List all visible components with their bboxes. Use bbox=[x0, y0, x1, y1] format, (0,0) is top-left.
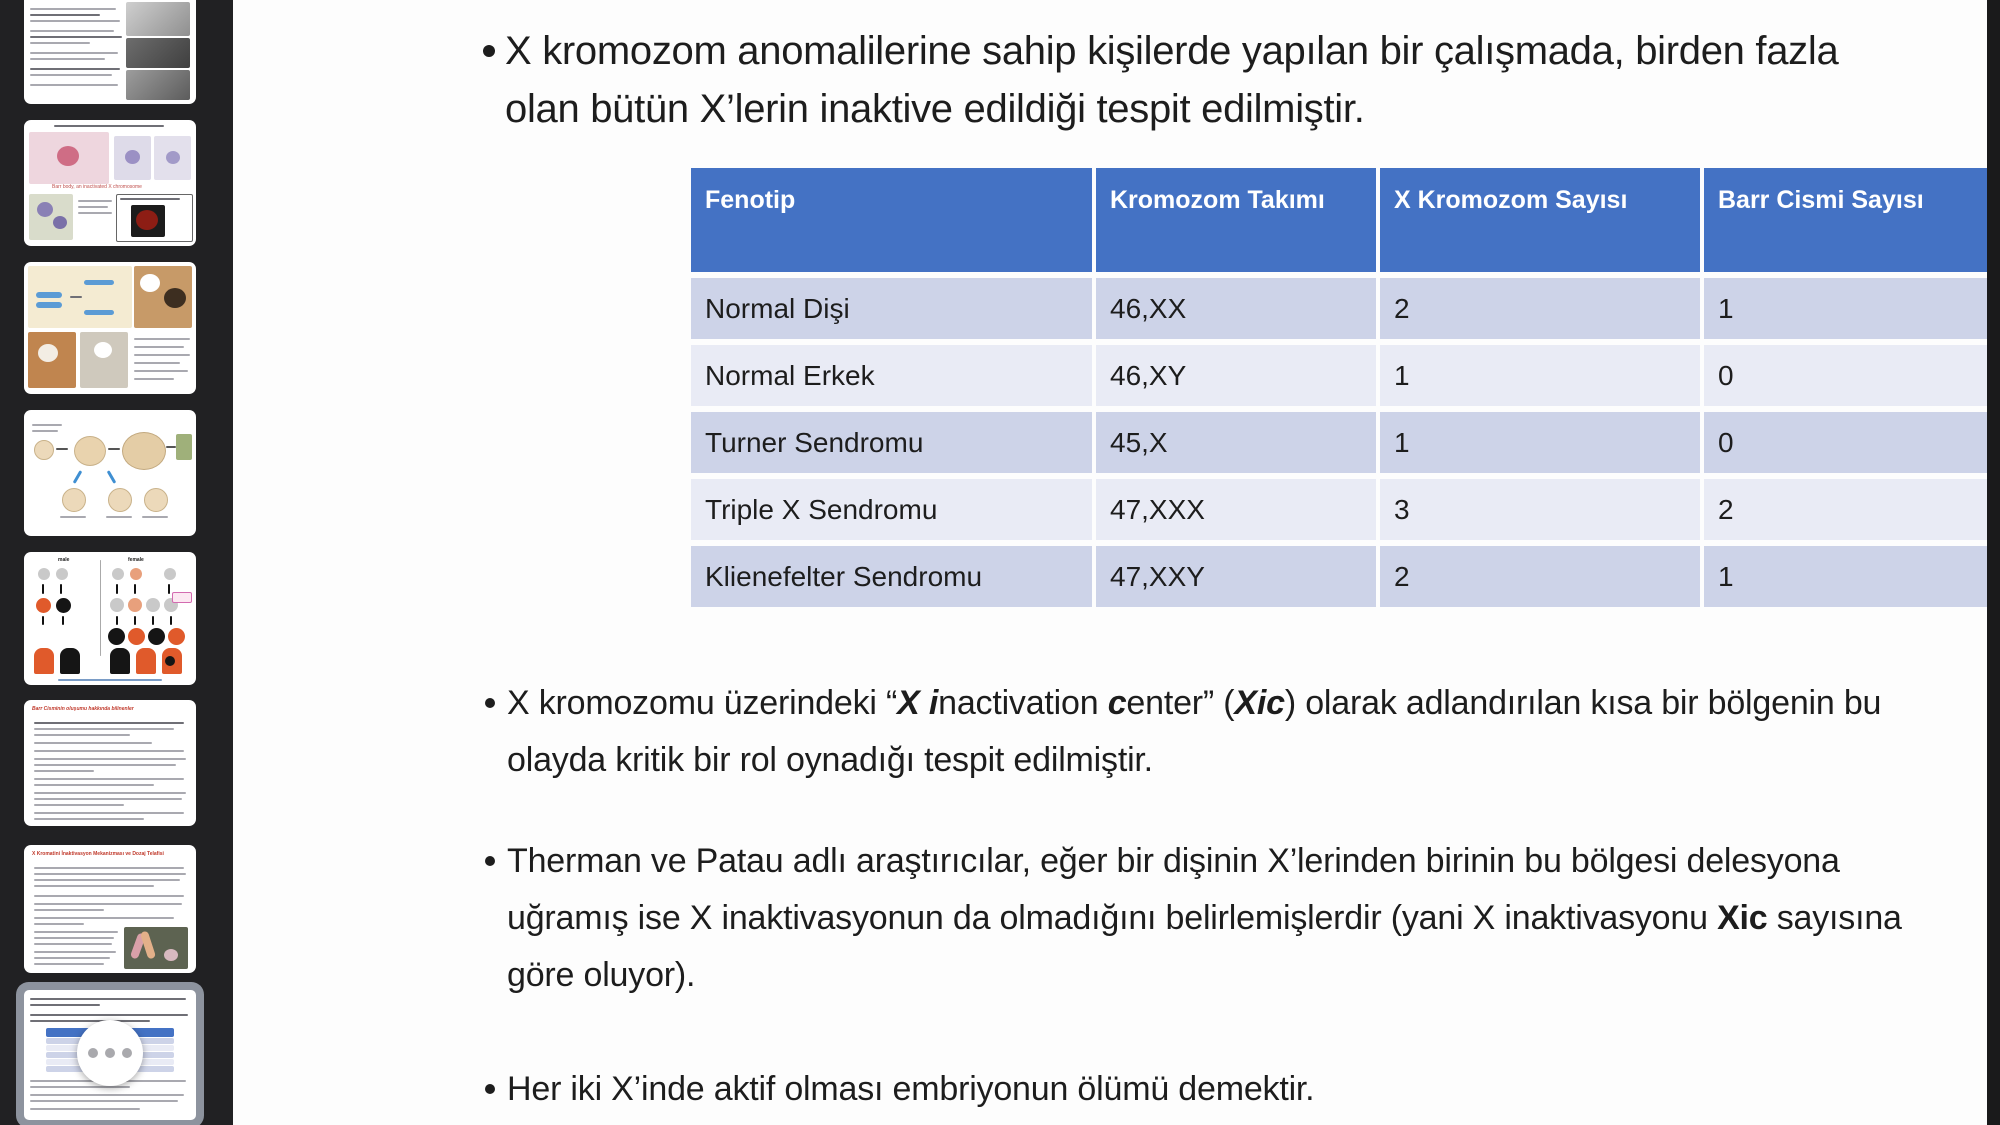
thumbnail-label-male: male bbox=[58, 557, 70, 563]
table-row bbox=[691, 278, 1994, 339]
thumbnail-micrograph bbox=[154, 136, 191, 180]
table-row bbox=[691, 345, 1994, 406]
table-row bbox=[691, 479, 1994, 540]
table-cell: 2 bbox=[1380, 278, 1700, 339]
table-header-cell: X Kromozom Sayısı bbox=[1380, 168, 1700, 272]
bullet-item-4 bbox=[485, 1061, 2000, 1118]
bullet-line: Therman ve Patau adlı araştırıcılar, eğer bir dişinin X’lerinden birinin bu bölgesi delesyona bbox=[507, 842, 1840, 880]
thumbnail-photo bbox=[80, 332, 128, 388]
bullet-marker bbox=[485, 856, 495, 866]
bullet-line: uğramış ise X inaktivasyonun da olmadığını belirlemişlerdir (yani X inaktivasyonu Xic sayısına bbox=[507, 899, 1902, 937]
slide-canvas bbox=[233, 0, 1987, 1125]
bullet-item-2 bbox=[485, 675, 2000, 789]
table-cell: 47,XXX bbox=[1096, 479, 1376, 540]
bullet-item-3 bbox=[485, 833, 2000, 1004]
slide-thumbnail-4[interactable] bbox=[24, 410, 196, 536]
thumbnail-photo bbox=[176, 434, 192, 460]
slide-thumbnail-5[interactable] bbox=[24, 552, 196, 685]
slide-thumbnail-7[interactable] bbox=[24, 845, 196, 973]
thumbnail-photo bbox=[126, 70, 190, 100]
table-cell: 46,XY bbox=[1096, 345, 1376, 406]
thumbnail-diagram bbox=[116, 194, 193, 242]
table-header-cell: Barr Cismi Sayısı bbox=[1704, 168, 1994, 272]
thumbnail-cat bbox=[34, 648, 54, 674]
bullet-marker bbox=[485, 698, 495, 708]
table-cell: 3 bbox=[1380, 479, 1700, 540]
table-row bbox=[691, 412, 1994, 473]
thumbnail-cat bbox=[60, 648, 80, 674]
table-cell: 2 bbox=[1704, 479, 1994, 540]
thumbnail-micrograph bbox=[29, 132, 109, 184]
table-header-row bbox=[691, 168, 1994, 272]
table-cell: Triple X Sendromu bbox=[691, 479, 1092, 540]
thumbnail-title: Barr Cisminin oluşumu hakkında bilinenler bbox=[32, 706, 134, 712]
thumbnail-title: X Kromatini İnaktivasyon Mekanizması ve Dozaj Telafisi bbox=[32, 851, 164, 857]
thumbnail-label-female: female bbox=[128, 557, 144, 563]
thumbnail-micrograph bbox=[114, 136, 151, 180]
table-cell: 0 bbox=[1704, 345, 1994, 406]
thumbnail-chromosome-photo bbox=[124, 927, 188, 969]
table-cell: 2 bbox=[1380, 546, 1700, 607]
table-cell: 46,XX bbox=[1096, 278, 1376, 339]
table-cell: 1 bbox=[1704, 278, 1994, 339]
thumbnail-photo bbox=[126, 2, 190, 36]
table-cell: Turner Sendromu bbox=[691, 412, 1092, 473]
thumbnail-diagram bbox=[28, 266, 132, 328]
slide-thumbnail-1[interactable] bbox=[24, 0, 196, 104]
slide-thumbnail-2[interactable] bbox=[24, 120, 196, 246]
bullet-line: olan bütün X’lerin inaktive edildiği tespit edilmiştir. bbox=[505, 87, 1365, 131]
thumbnail-callout bbox=[172, 592, 192, 603]
phenotype-table bbox=[691, 168, 1994, 607]
slide-thumbnail-3[interactable] bbox=[24, 262, 196, 394]
thumbnail-diagram bbox=[34, 440, 54, 460]
table-cell: Normal Erkek bbox=[691, 345, 1092, 406]
table-cell: Klienefelter Sendromu bbox=[691, 546, 1092, 607]
bullet-marker bbox=[485, 1084, 495, 1094]
thumbnail-photo bbox=[28, 332, 76, 388]
table-cell: 45,X bbox=[1096, 412, 1376, 473]
bullet-item-1 bbox=[483, 22, 2000, 138]
thumbnail-cat bbox=[110, 648, 130, 674]
more-options-button[interactable] bbox=[77, 1020, 143, 1086]
table-cell: 47,XXY bbox=[1096, 546, 1376, 607]
thumbnail-caption: Barr body, an inactivated X chromosome bbox=[52, 184, 142, 190]
thumbnail-micrograph bbox=[29, 194, 73, 240]
bullet-line: göre oluyor). bbox=[507, 956, 696, 994]
table-row bbox=[691, 546, 1994, 607]
thumbnail-photo bbox=[126, 38, 190, 68]
thumbnail-photo bbox=[134, 266, 192, 328]
bullet-line: X kromozom anomalilerine sahip kişilerde yapılan bir çalışmada, birden fazla bbox=[505, 29, 1839, 73]
table-cell: 1 bbox=[1380, 412, 1700, 473]
thumbnail-cat bbox=[136, 648, 156, 674]
slide-thumbnail-panel bbox=[0, 0, 233, 1125]
table-cell: Normal Dişi bbox=[691, 278, 1092, 339]
bullet-line: olayda kritik bir rol oynadığı tespit edilmiştir. bbox=[507, 741, 1153, 779]
table-header-cell: Kromozom Takımı bbox=[1096, 168, 1376, 272]
bullet-line: Her iki X’inde aktif olması embriyonun ölümü demektir. bbox=[507, 1070, 1315, 1108]
slide-thumbnail-6[interactable] bbox=[24, 700, 196, 826]
table-cell: 0 bbox=[1704, 412, 1994, 473]
bullet-line: X kromozomu üzerindeki “X inactivation center” (Xic) olarak adlandırılan kısa bir bölgenin bu bbox=[507, 684, 1882, 722]
window-edge bbox=[1987, 0, 2000, 1125]
table-header-cell: Fenotip bbox=[691, 168, 1092, 272]
table-cell: 1 bbox=[1380, 345, 1700, 406]
thumbnail-cat bbox=[162, 648, 182, 674]
bullet-marker bbox=[483, 45, 495, 57]
table-cell: 1 bbox=[1704, 546, 1994, 607]
